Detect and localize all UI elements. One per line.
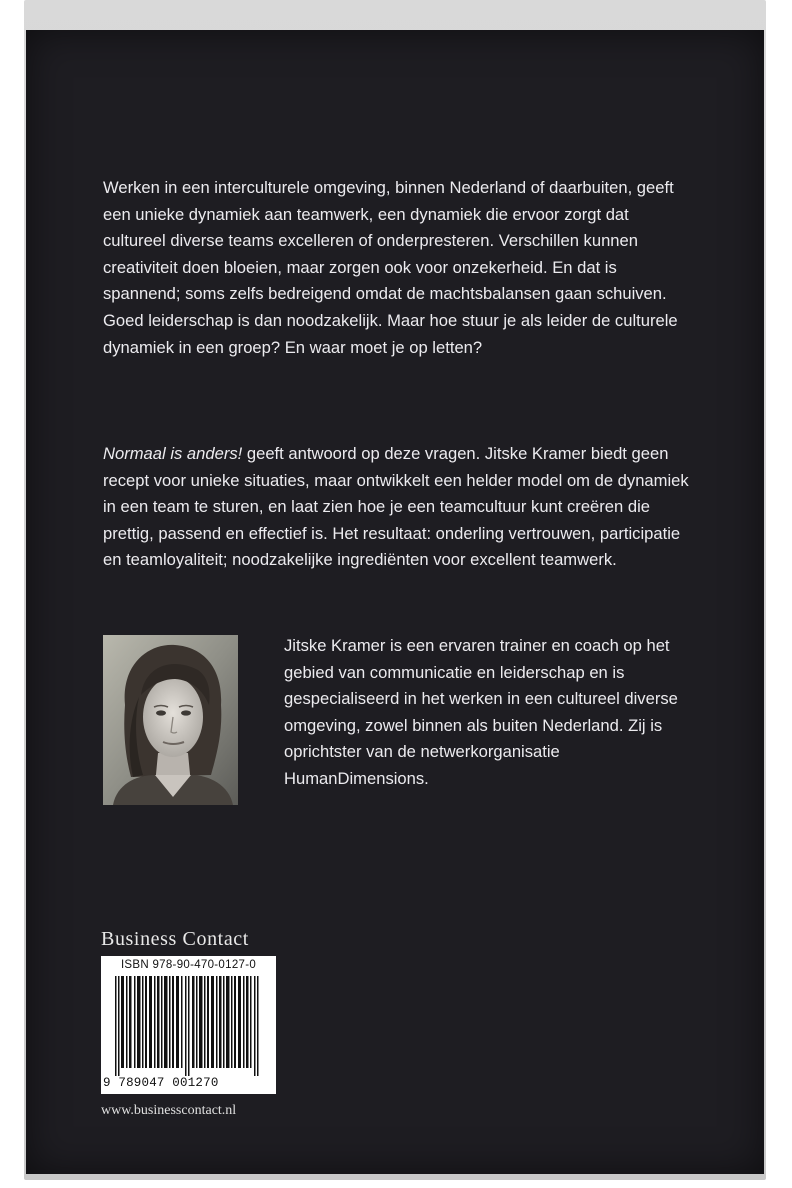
blurb-paragraph-1: Werken in een interculturele omgeving, binnen Nederland of daarbuiten, geeft een unieke dynamiek aan teamwerk, een dynamiek die ervoor zorgt dat cultureel diverse teams excelleren of onderpresteren. Verschillen kunnen creativiteit doen bloeien, maar zorgen ook voor onzekerheid. En dat is spannend; soms zelfs bedreigend omdat de machtsbalansen gaan schuiven. Goed leiderschap is dan noodzakelijk. Maar hoe stuur je als leider de culturele dynamiek in een groep? En waar moet je op letten? bbox=[103, 178, 678, 357]
barcode-digits: 9 789047 001270 bbox=[103, 1076, 219, 1090]
publisher-name: Business Contact bbox=[101, 928, 249, 950]
barcode-bars-icon bbox=[105, 976, 273, 1076]
isbn-barcode bbox=[101, 956, 276, 1094]
blurb-paragraph-2-text: geeft antwoord op deze vragen. Jitske Kramer biedt geen recept voor unieke situaties, maar ontwikkelt een helder model om de dynamiek in een team te sturen, en laat zien hoe je een teamcultuur kunt creëren die prettig, passend en effectief is. Het resultaat: onderling vertrouwen, participatie en teamloyaliteit; noodzakelijke ingrediënten voor excellent teamwerk. bbox=[103, 444, 689, 570]
blurb-paragraph-2 bbox=[103, 441, 693, 574]
author-bio: Jitske Kramer is een ervaren trainer en coach op het gebied van communicatie en leiderschap en is gespecialiseerd in het werken in een cultureel diverse omgeving, zowel binnen als buiten Nederland. Zij is oprichtster van de netwerkorganisatie HumanDimensions. bbox=[284, 636, 678, 788]
isbn-label: ISBN 978-90-470-0127-0 bbox=[120, 959, 257, 971]
author-portrait-image bbox=[103, 635, 238, 805]
publisher-website: www.businesscontact.nl bbox=[101, 1103, 237, 1118]
book-title-italic: Normaal is anders! bbox=[103, 444, 243, 463]
author-photo bbox=[103, 635, 238, 805]
